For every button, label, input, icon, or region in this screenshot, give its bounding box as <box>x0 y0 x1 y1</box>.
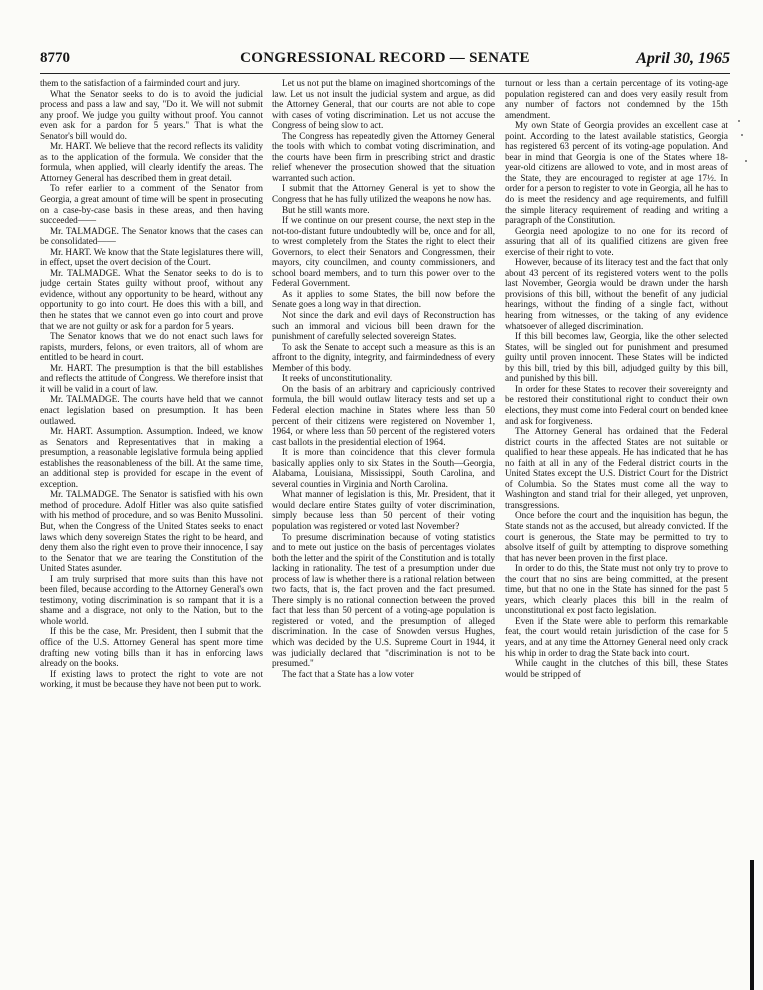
scan-speck <box>741 134 743 136</box>
paragraph: Mr. TALMADGE. The courts have held that we cannot enact legislation based on presumption. It has been outlawed. <box>40 394 263 426</box>
paragraph: Once before the court and the inquisition has begun, the State stands not as the accused, but already convicted. If the court is generous, the State may be permitted to try to absolve itself of guilt by attempting to disprove something that has never been proven in the first place. <box>505 510 728 563</box>
paragraph: Not since the dark and evil days of Reconstruction has such an immoral and vicious bill been drawn for the punishment of carefully selected sovereign States. <box>272 310 495 342</box>
paragraph: In order to do this, the State must not only try to prove to the court that no sins are being committed, at the present time, but that no one in the State has sinned for the past 5 years, which clearly places this bill in the realm of unconstitutional ex post facto legislation. <box>505 563 728 616</box>
paragraph: What manner of legislation is this, Mr. President, that it would declare entire States guilty of voter discrimination, simply because less than 50 percent of their voting population was registered or voted last November? <box>272 489 495 531</box>
paragraph: Mr. HART. We know that the State legislatures there will, in effect, upset the overt decision of the Court. <box>40 246 263 268</box>
scan-speck <box>738 120 740 122</box>
header-rule <box>40 73 730 74</box>
paragraph: The Attorney General has ordained that the Federal district courts in the affected States are not suitable or qualified to hear these appeals. He has indicated that he has no faith at all in any of the Federal district courts in the United States except the U.S. District Court for the District of Columbia. So the States must come all the way to Washington and stand trial for their alleged, yet unproven, transgressions. <box>505 426 728 510</box>
text-column-3 <box>505 78 728 978</box>
paragraph: To presume discrimination because of voting statistics and to mete out justice on the basis of percentages violates both the letter and the spirit of the Constitution and is totally lacking in rationality. The test of a presumption under due process of law is whether there is a rational relation between two facts, that is, the fact proven and the fact presumed. There simply is no rational connection between the proved fact that less than 50 percent of a voting-age population is registered or voted, and the presumption of alleged discrimination. In the case of Snowden versus Hughes, which was decided by the U.S. Supreme Court in 1944, it was judicially declared that "discrimination is not to be presumed." <box>272 531 495 669</box>
paragraph: However, because of its literacy test and the fact that only about 43 percent of its registered voters went to the polls last November, Georgia would be drawn under the harsh provisions of this bill, without the benefit of any judicial hearings, without the finding of a single fact, without hearing from witnesses, or the taking of any evidence whatsoever of alleged discrimination. <box>505 257 728 331</box>
issue-date: April 30, 1965 <box>636 50 730 67</box>
paragraph: If we continue on our present course, the next step in the not-too-distant future undoubtedly will be, once and for all, to wrest completely from the States the right to elect their Governors, to elect their Senators and Congressmen, their mayors, city councilmen, and county commissioners, and school board members, and to turn this power over to the Federal Government. <box>272 215 495 289</box>
scan-margin-mark <box>750 860 754 990</box>
text-column-2 <box>272 78 495 978</box>
paragraph: In order for these States to recover their sovereignty and be restored their constitutional right to conduct their own elections, they must come into Federal court on bended knee and ask for forgiveness. <box>505 383 728 426</box>
paragraph: As it applies to some States, the bill now before the Senate goes a long way in that direction. <box>272 288 495 310</box>
paragraph: turnout or less than a certain percentage of its voting-age population registered can and does very easily result from any number of factors not condemned by the 15th amendment. <box>505 78 728 120</box>
paragraph: If this bill becomes law, Georgia, like the other selected States, will be singled out for punishment and presumed guilty until proven innocent. These States will be indicted by this bill, tried by this bill, adjudged guilty by this bill, and punished by this bill. <box>505 331 728 384</box>
journal-title: CONGRESSIONAL RECORD — SENATE <box>240 50 530 66</box>
paragraph: Mr. TALMADGE. The Senator is satisfied with his own method of procedure. Adolf Hitler was also quite satisfied with his method of procedure, and so was Benito Mussolini. But, when the Congress of the United States seeks to enact laws which deny sovereign States the right to be heard, and deny them also the right even to prove their innocence, I say to the Senator that we are tearing the Constitution of the United States asunder. <box>40 489 263 574</box>
paragraph: Mr. TALMADGE. What the Senator seeks to do is to judge certain States guilty without proof, without any evidence, without any opportunity to be heard, without any opportunity to go into court. He does this with a bill, and then he states that we cannot even go into court and prove that we are not guilty or ask for a pardon for 5 years. <box>40 267 263 331</box>
paragraph: Mr. HART. The presumption is that the bill establishes and reflects the attitude of Congress. We therefore insist that it will be valid in a court of law. <box>40 362 263 394</box>
paragraph: What the Senator seeks to do is to avoid the judicial process and pass a law and say, "Do it. We will not submit any proof. We judge you guilty without proof. You cannot even ask for a pardon for 5 years." That is what the Senator's bill would do. <box>40 88 263 141</box>
paragraph: Mr. TALMADGE. The Senator knows that the cases can be consolidated—— <box>40 225 263 247</box>
paragraph: It reeks of unconstitutionality. <box>282 373 393 384</box>
paragraph: I submit that the Attorney General is yet to show the Congress that he has fully utilized the weapons he now has. <box>272 183 495 205</box>
paragraph: I am truly surprised that more suits than this have not been filed, because according to the Attorney General's own testimony, voting discrimination is so rampant that it is a shame and a disgrace, not only to the Nation, but to the whole world. <box>40 573 263 626</box>
paragraph: While caught in the clutches of this bill, these States would be stripped of <box>505 658 728 679</box>
paragraph: It is more than coincidence that this clever formula basically applies only to six States in the South—Georgia, Alabama, Louisiana, Mississippi, South Carolina, and several counties in Virginia and North Carolina. <box>272 447 495 489</box>
paragraph: Mr. HART. We believe that the record reflects its validity as to the application of the formula. We consider that the formula, when applied, will clearly identify the areas. The Attorney General has described them in great detail. <box>40 141 263 183</box>
paragraph: The fact that a State has a low voter <box>282 668 414 679</box>
paragraph: My own State of Georgia provides an excellent case at point. According to the latest available statistics, Georgia has registered 63 percent of its voting-age population. And bear in mind that Georgia is one of the States where 18-year-old citizens are allowed to vote, and in most areas of the State, they are encouraged to register at age 17½. In order for a person to register to vote in Georgia, all he has to do is meet the residency and age requirements, and fulfill the simple literacy requirement of reading and writing a paragraph of the Constitution. <box>505 120 728 226</box>
paragraph: them to the satisfaction of a fairminded court and jury. <box>40 78 240 88</box>
text-column-1 <box>40 78 263 978</box>
page-number: 8770 <box>40 50 70 66</box>
paragraph: If this be the case, Mr. President, then I submit that the office of the U.S. Attorney General has spent more time drafting new voting bills than it has in enforcing laws already on the books. <box>40 626 263 669</box>
paragraph: To refer earlier to a comment of the Senator from Georgia, a great amount of time will be spent in prosecuting on a case-by-case basis in these areas, and then having succeeded—— <box>40 183 263 226</box>
paragraph: The Senator knows that we do not enact such laws for rapists, murders, felons, or even traitors, all of whom are entitled to be heard in court. <box>40 331 263 363</box>
paragraph: Georgia need apologize to no one for its record of assuring that all of its qualified citizens are given free exercise of their right to vote. <box>505 225 728 257</box>
paragraph: On the basis of an arbitrary and capriciously contrived formula, the bill would outlaw literacy tests and set up a Federal election machine in States where less than 50 percent of their citizens were registered on November 1, 1964, or where less than 50 percent of the registered voters cast ballots in the presidential election of 1964. <box>272 383 495 447</box>
paragraph: If existing laws to protect the right to vote are not working, it must be because they have not been put to work. <box>40 668 263 690</box>
paragraph: To ask the Senate to accept such a measure as this is an affront to the dignity, integrity, and fairmindedness of every Member of this body. <box>272 341 495 373</box>
paragraph: The Congress has repeatedly given the Attorney General the tools with which to combat voting discrimination, and the courts have been firm in prescribing strict and drastic relief whenever the prosecution showed that the situation warranted such action. <box>272 130 495 183</box>
paragraph: Mr. HART. Assumption. Assumption. Indeed, we know as Senators and Representatives that in making a presumption, a reasonable legislative formula being applied establishes the reasonableness of the bill. At the same time, an additional step is provided for escape in the event of exception. <box>40 426 263 489</box>
paragraph: Even if the State were able to perform this remarkable feat, the court would retain jurisdiction of the case for 5 years, and at any time the Attorney General need only crack his whip in order to drag the State back into court. <box>505 615 728 658</box>
paragraph: Let us not put the blame on imagined shortcomings of the law. Let us not insult the judicial system and argue, as did the Attorney General, that our courts are not able to cope with cases of voting discrimination. Let us not accuse the Congress of being slow to act. <box>272 78 495 131</box>
page-header <box>40 50 730 74</box>
scan-speck <box>745 160 747 162</box>
paragraph: But he still wants more. <box>282 204 370 215</box>
